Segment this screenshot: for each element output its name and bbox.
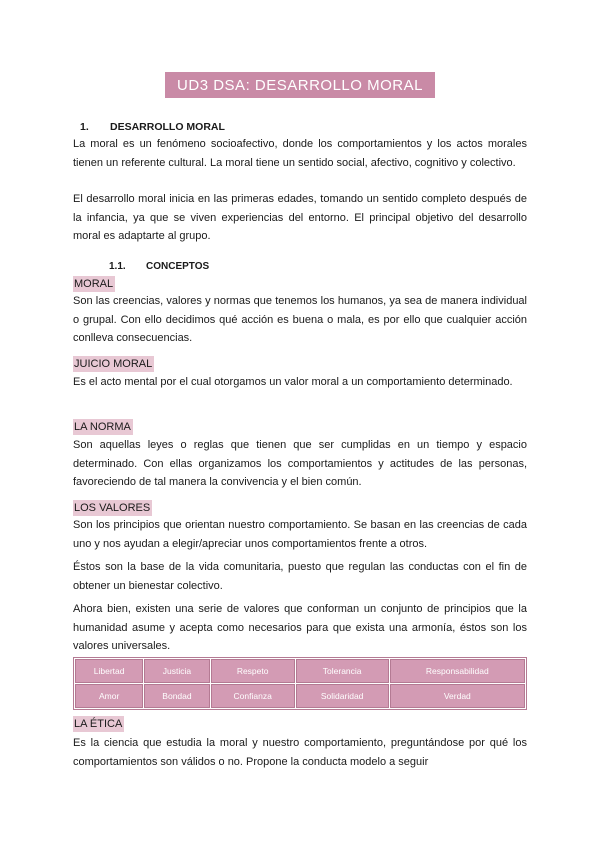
la-norma-paragraph: Son aquellas leyes o reglas que tienen que ser cumplidas en un tiempo y espacio determinado. Con ellas organizamos los comportamientos y actitudes de las personas, favoreciendo de tal manera la convivencia y el bien común. <box>73 439 527 488</box>
label-los-valores: LOS VALORES <box>74 502 151 514</box>
section-1-title: DESARROLLO MORAL <box>110 121 225 133</box>
title-wrap <box>0 72 600 98</box>
los-valores-paragraph-3: Ahora bien, existen una serie de valores que conforman un conjunto de principios que la humanidad asume y acepta como necesarios para que exista una armonía, éstos son los valores universales. <box>73 603 527 652</box>
section-1-1-number: 1.1. <box>109 261 126 272</box>
label-juicio-moral: JUICIO MORAL <box>74 358 153 370</box>
la-etica-paragraph: Es la ciencia que estudia la moral y nuestro comportamiento, preguntándose por qué los comportamientos son válidos o no. Propone la conducta modelo a seguir <box>73 737 527 768</box>
table-cell: Verdad <box>390 684 525 708</box>
los-valores-paragraph-1: Son los principios que orientan nuestro comportamiento. Se basan en las creencias de cada uno y nos ayudan a elegir/apreciar unos comportamientos frente a otros. <box>73 519 527 550</box>
table-cell: Bondad <box>144 684 209 708</box>
section-1-paragraph-1: La moral es un fenómeno socioafectivo, donde los comportamientos y los actos morales tienen un referente cultural. La moral tiene un sentido social, afectivo, cognitivo y colectivo. <box>73 138 527 169</box>
table-cell: Libertad <box>75 659 143 683</box>
label-moral: MORAL <box>74 278 114 290</box>
document-title: UD3 DSA: DESARROLLO MORAL <box>165 72 435 98</box>
label-la-etica: LA ÉTICA <box>74 718 123 730</box>
table-cell: Responsabilidad <box>390 659 525 683</box>
table-cell: Tolerancia <box>296 659 389 683</box>
table-row <box>75 659 525 683</box>
section-1-1-title: CONCEPTOS <box>146 261 210 272</box>
section-1-number: 1. <box>80 121 89 133</box>
table-cell: Respeto <box>211 659 295 683</box>
label-la-norma: LA NORMA <box>74 421 131 433</box>
table-cell: Justicia <box>144 659 209 683</box>
los-valores-paragraph-2: Éstos son la base de la vida comunitaria, puesto que regulan las conductas con el fin de obtener un bienestar colectivo. <box>73 561 527 592</box>
table-cell: Confianza <box>211 684 295 708</box>
universal-values-table <box>73 657 527 710</box>
table-row <box>75 684 525 708</box>
section-1-heading <box>80 121 225 133</box>
section-1-paragraph-2: El desarrollo moral inicia en las primeras edades, tomando un sentido completo después de la infancia, ya que se viven experiencias del entorno. El principal objetivo del desarrollo moral es adaptarte al grupo. <box>73 193 527 242</box>
section-1-1-heading <box>109 261 209 272</box>
juicio-moral-paragraph: Es el acto mental por el cual otorgamos un valor moral a un comportamiento determinado. <box>73 376 513 388</box>
table-cell: Solidaridad <box>296 684 389 708</box>
table-cell: Amor <box>75 684 143 708</box>
moral-paragraph: Son las creencias, valores y normas que tenemos los humanos, ya sea de manera individual o grupal. Con ello decidimos qué acción es buena o mala, es por ello que cualquier acción conlleva consecuencias. <box>73 295 527 344</box>
